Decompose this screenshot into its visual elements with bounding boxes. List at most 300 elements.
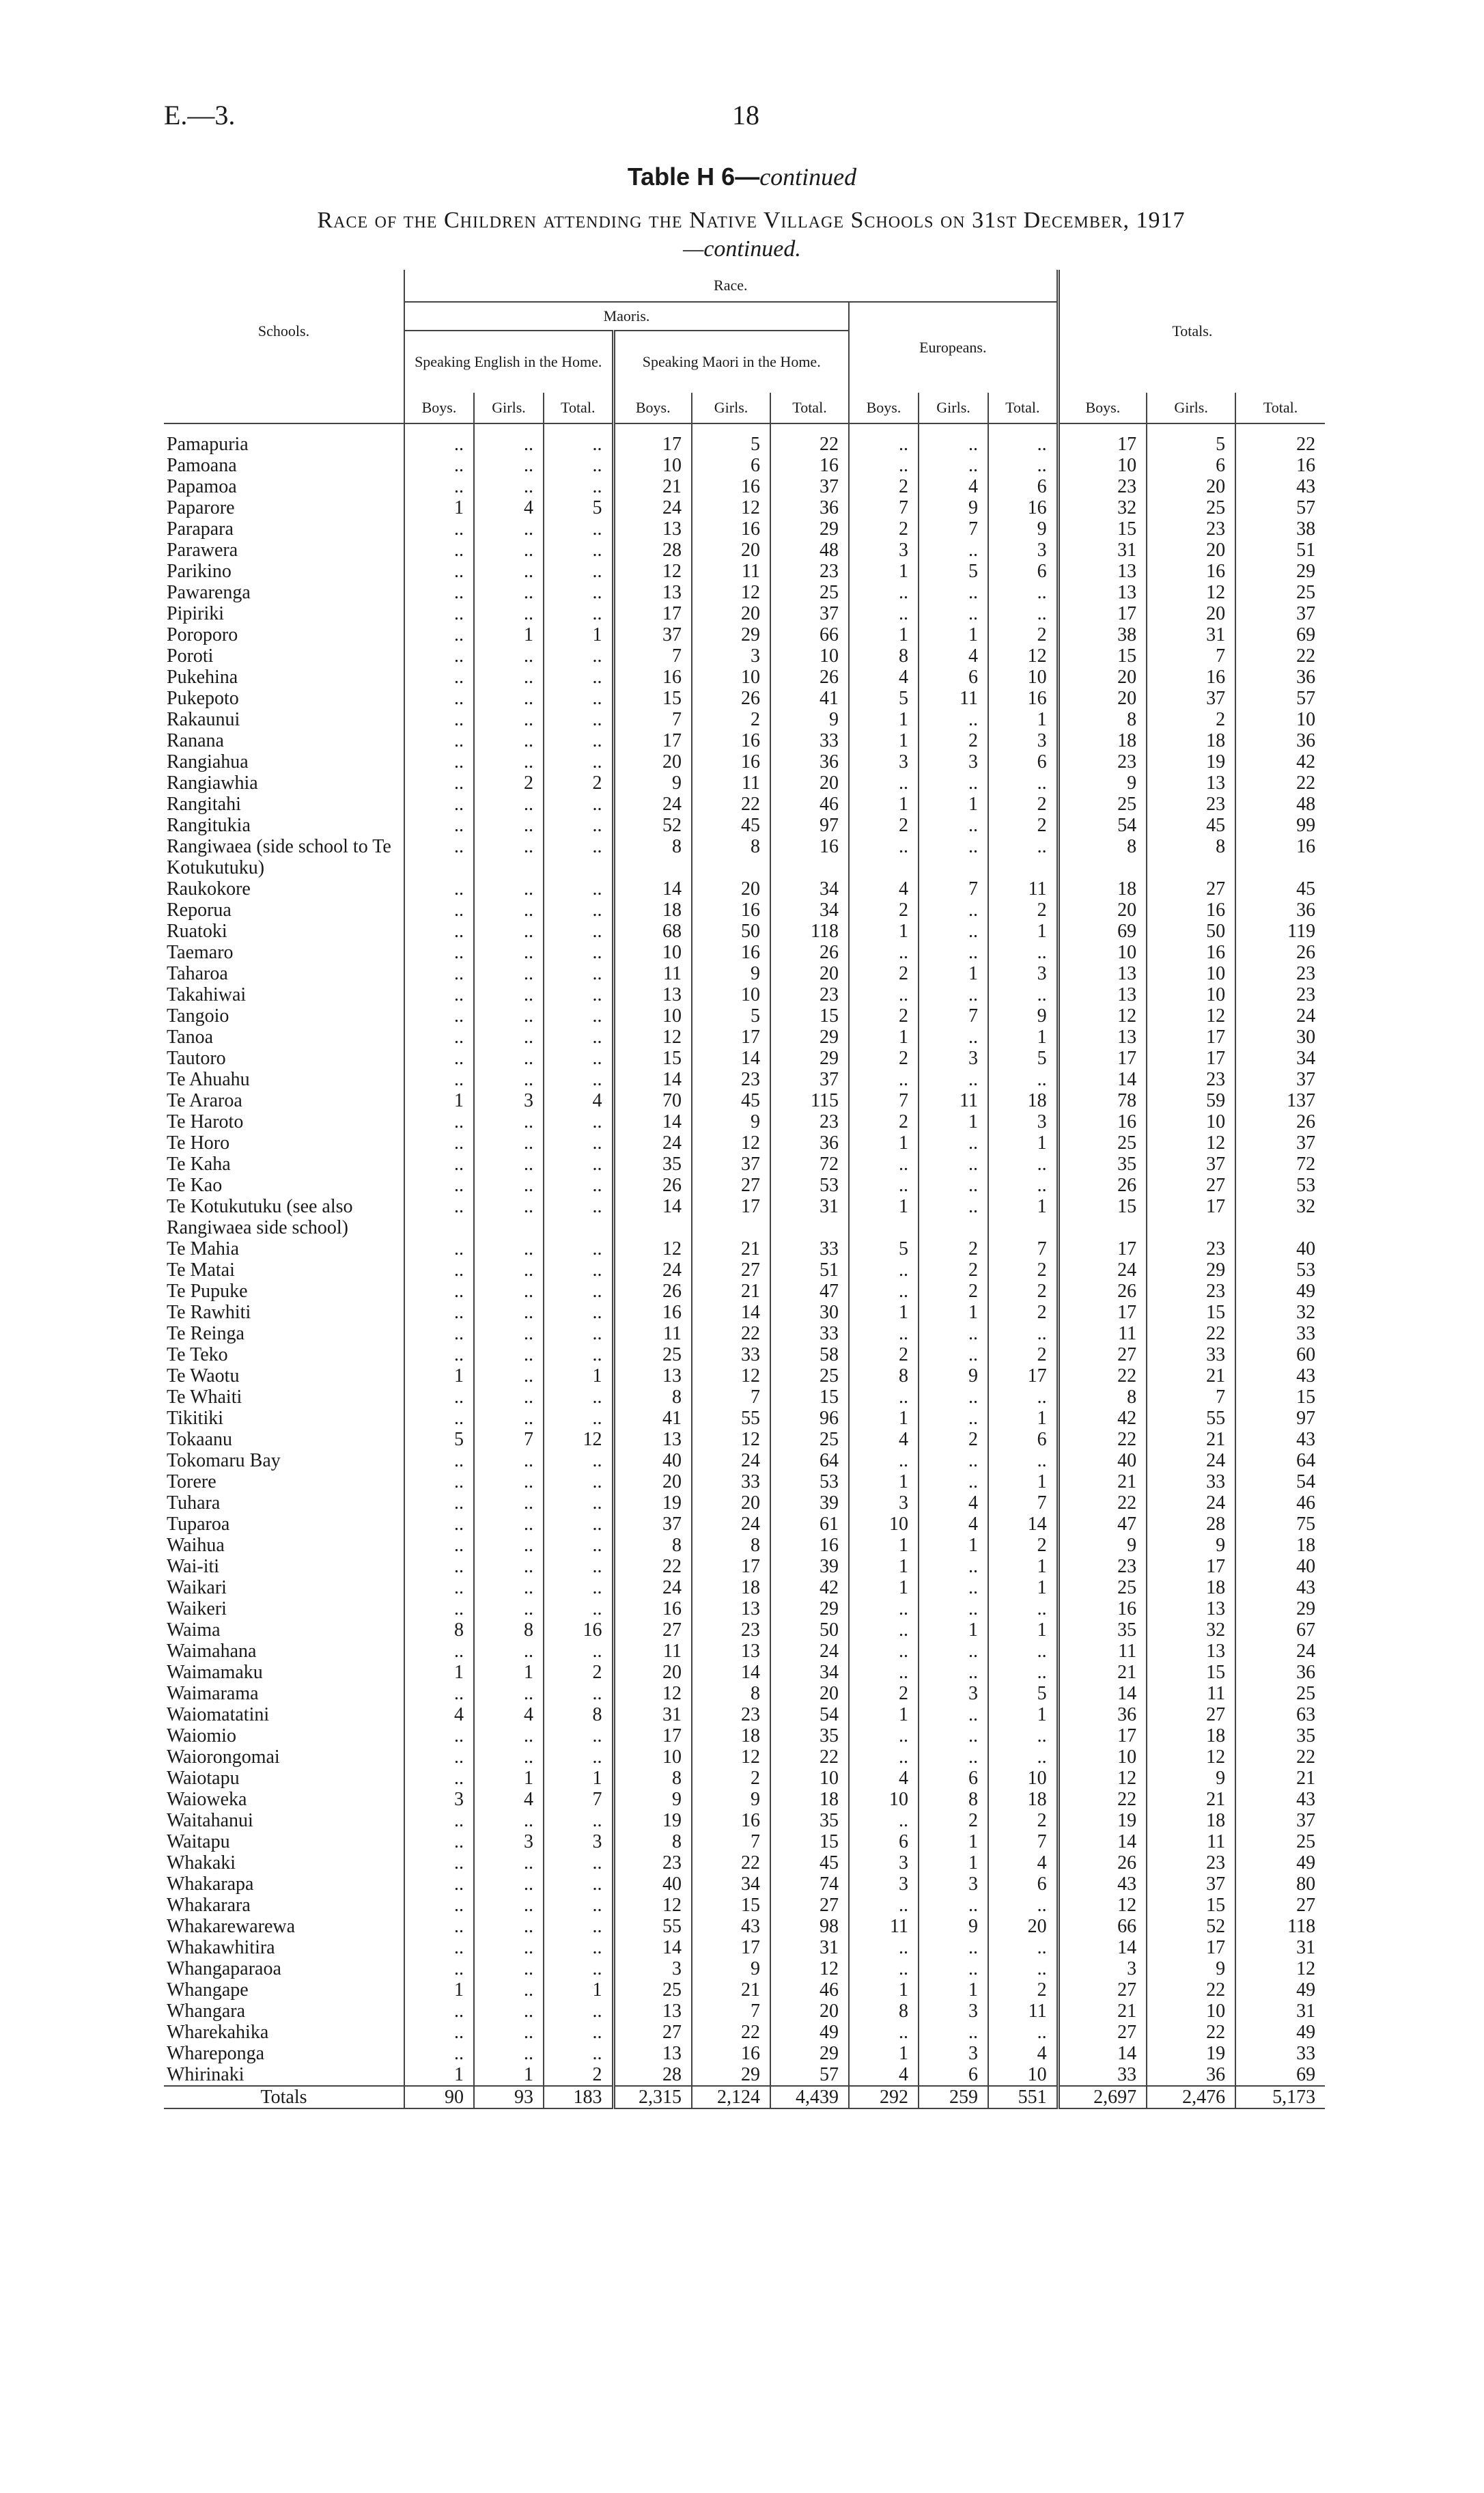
school-name: Tuparoa: [167, 1514, 230, 1535]
table-cell: 18: [692, 1725, 770, 1746]
table-cell: 13: [692, 1598, 770, 1619]
table-cell: ..: [474, 667, 544, 688]
table-cell: 20: [770, 772, 849, 794]
table-cell: 36: [1147, 2064, 1235, 2086]
table-cell: 2: [988, 1344, 1058, 1365]
table-cell: 10: [770, 645, 849, 667]
table-cell: ..: [404, 2001, 474, 2022]
table-cell: ..: [474, 815, 544, 836]
table-cell: 1: [988, 921, 1058, 942]
table-cell: 58: [770, 1344, 849, 1365]
totals-row: [164, 2086, 1325, 2108]
table-cell: ..: [849, 1746, 919, 1768]
table-row: [164, 1132, 1325, 1154]
school-name: Wharekahika: [167, 2022, 269, 2043]
table-row: [164, 1810, 1325, 1831]
table-cell: ..: [474, 1746, 544, 1768]
school-name: Waiomio: [167, 1725, 236, 1746]
header-girls: Girls.: [1147, 393, 1235, 423]
table-cell: 17: [692, 1196, 770, 1238]
school-name: Waimarama: [167, 1683, 259, 1704]
table-cell: ..: [474, 455, 544, 476]
table-cell: ..: [544, 1852, 613, 1874]
school-name: Pukehina: [167, 667, 238, 688]
table-cell: 2,476: [1147, 2086, 1235, 2108]
table-cell: 1: [988, 709, 1058, 730]
table-cell: 36: [1058, 1704, 1147, 1725]
school-name: Waiomatatini: [167, 1704, 270, 1725]
table-cell: 16: [1147, 900, 1235, 921]
school-name: Whakarapa: [167, 1874, 254, 1895]
table-cell: 15: [1058, 1196, 1147, 1238]
table-cell: ..: [404, 1556, 474, 1577]
table-cell: 22: [1235, 1746, 1325, 1768]
table-cell: 14: [692, 1302, 770, 1323]
table-cell: 50: [1147, 921, 1235, 942]
table-cell: 15: [1147, 1302, 1235, 1323]
table-cell: 13: [1058, 1027, 1147, 1048]
table-cell: 3: [404, 1789, 474, 1810]
table-cell: ..: [544, 709, 613, 730]
table-cell: 8: [613, 836, 692, 878]
table-cell: 98: [770, 1916, 849, 1937]
table-cell: 16: [1235, 836, 1325, 878]
table-cell: 38: [1058, 624, 1147, 645]
table-cell: 259: [919, 2086, 988, 2108]
table-cell: ..: [474, 1069, 544, 1090]
table-cell: 2: [988, 815, 1058, 836]
table-cell: ..: [544, 423, 613, 455]
table-cell: 17: [1058, 1048, 1147, 1069]
table-cell: 33: [1058, 2064, 1147, 2086]
table-cell: 37: [1235, 1810, 1325, 1831]
table-cell: 40: [1235, 1238, 1325, 1259]
table-cell: 10: [988, 1768, 1058, 1789]
school-name: Tautoro: [167, 1048, 226, 1069]
table-cell: 55: [1147, 1408, 1235, 1429]
table-body: [164, 423, 1325, 2108]
table-cell: 1: [544, 1979, 613, 2001]
table-cell: 24: [770, 1641, 849, 1662]
table-cell: 2: [544, 772, 613, 794]
school-name: Paparore: [167, 497, 235, 518]
table-cell: 25: [1235, 1683, 1325, 1704]
table-cell: ..: [544, 1196, 613, 1238]
school-name: Te Teko: [167, 1344, 228, 1365]
table-cell: ..: [544, 1027, 613, 1048]
table-cell: ..: [544, 1450, 613, 1471]
table-row: [164, 497, 1325, 518]
table-cell: 1: [404, 2064, 474, 2086]
table-cell: ..: [404, 1175, 474, 1196]
table-cell: 33: [770, 1323, 849, 1344]
table-cell: 7: [1147, 645, 1235, 667]
table-cell: 1: [849, 561, 919, 582]
table-cell: ..: [849, 836, 919, 878]
table-cell: ..: [404, 1027, 474, 1048]
table-cell: 39: [770, 1492, 849, 1514]
table-cell: 7: [849, 1090, 919, 1111]
table-cell: 24: [692, 1450, 770, 1471]
table-cell: 3: [919, 1683, 988, 1704]
table-cell: 45: [692, 815, 770, 836]
table-cell: ..: [919, 2022, 988, 2043]
table-cell: ..: [404, 1492, 474, 1514]
table-cell: ..: [404, 423, 474, 455]
table-cell: 18: [1147, 730, 1235, 751]
table-cell: 33: [692, 1344, 770, 1365]
table-cell: ..: [919, 984, 988, 1005]
table-cell: 53: [1235, 1175, 1325, 1196]
school-name: Te Haroto: [167, 1111, 244, 1132]
table-cell: 16: [544, 1619, 613, 1641]
table-cell: 35: [1058, 1619, 1147, 1641]
header-total: Total.: [544, 393, 613, 423]
school-name: Whangara: [167, 2001, 246, 2022]
table-cell: 5: [544, 497, 613, 518]
table-cell: 11: [692, 772, 770, 794]
table-cell: 20: [1058, 688, 1147, 709]
table-cell: 31: [1235, 2001, 1325, 2022]
table-cell: 20: [692, 540, 770, 561]
table-cell: 25: [1058, 1132, 1147, 1154]
table-cell: 13: [613, 2001, 692, 2022]
table-cell: 3: [988, 963, 1058, 984]
school-name: Pamapuria: [167, 434, 249, 455]
table-cell: ..: [404, 1577, 474, 1598]
table-cell: 16: [770, 455, 849, 476]
table-cell: 14: [692, 1662, 770, 1683]
table-cell: 11: [988, 878, 1058, 900]
table-cell: 2: [849, 1344, 919, 1365]
table-row: [164, 751, 1325, 772]
table-cell: 21: [1058, 1662, 1147, 1683]
table-cell: ..: [404, 667, 474, 688]
table-cell: 32: [1235, 1302, 1325, 1323]
table-cell: 1: [474, 1768, 544, 1789]
table-cell: 52: [613, 815, 692, 836]
table-cell: ..: [919, 1344, 988, 1365]
school-name: Tangoio: [167, 1005, 229, 1027]
table-cell: 33: [1147, 1471, 1235, 1492]
table-cell: 45: [692, 1090, 770, 1111]
table-cell: 55: [692, 1408, 770, 1429]
table-cell: 3: [613, 1958, 692, 1979]
table-cell: 21: [692, 1979, 770, 2001]
table-cell: ..: [544, 645, 613, 667]
table-cell: ..: [919, 1895, 988, 1916]
table-cell: 4: [849, 1768, 919, 1789]
table-cell: ..: [988, 1746, 1058, 1768]
table-row: [164, 942, 1325, 963]
table-cell: 27: [692, 1259, 770, 1281]
table-cell: ..: [404, 2022, 474, 2043]
table-cell: 33: [692, 1471, 770, 1492]
table-cell: ..: [849, 1281, 919, 1302]
table-row: [164, 1556, 1325, 1577]
table-cell: 3: [544, 1831, 613, 1852]
table-cell: 8: [849, 1365, 919, 1387]
table-cell: 66: [1058, 1916, 1147, 1937]
table-cell: ..: [988, 984, 1058, 1005]
school-name: Waiorongomai: [167, 1746, 280, 1768]
table-cell: 1: [919, 1831, 988, 1852]
table-row: [164, 1683, 1325, 1704]
table-cell: 1: [849, 921, 919, 942]
table-cell: 43: [1235, 1429, 1325, 1450]
table-cell: ..: [474, 1895, 544, 1916]
school-name: Whangaparaoa: [167, 1958, 281, 1979]
table-cell: 22: [1058, 1492, 1147, 1514]
table-cell: 12: [692, 1132, 770, 1154]
table-cell: 15: [613, 1048, 692, 1069]
table-cell: ..: [544, 1598, 613, 1619]
table-cell: ..: [544, 540, 613, 561]
table-cell: 17: [1058, 423, 1147, 455]
table-cell: 10: [849, 1789, 919, 1810]
table-cell: 1: [404, 497, 474, 518]
table-cell: 40: [613, 1450, 692, 1471]
school-name: Torere: [167, 1471, 216, 1492]
table-cell: ..: [544, 1556, 613, 1577]
table-cell: 9: [1147, 1958, 1235, 1979]
table-cell: 6: [692, 455, 770, 476]
table-cell: ..: [404, 1895, 474, 1916]
table-cell: 24: [613, 497, 692, 518]
table-cell: 2: [919, 1281, 988, 1302]
table-cell: 1: [919, 1111, 988, 1132]
table-cell: 28: [613, 2064, 692, 2086]
table-row: [164, 900, 1325, 921]
school-name: Parikino: [167, 561, 232, 582]
table-cell: 16: [1235, 455, 1325, 476]
school-name: Te Reinga: [167, 1323, 244, 1344]
table-cell: 2: [849, 476, 919, 497]
table-cell: ..: [404, 878, 474, 900]
table-cell: ..: [919, 1958, 988, 1979]
table-cell: 50: [770, 1619, 849, 1641]
table-cell: 1: [474, 1662, 544, 1683]
table-cell: 64: [1235, 1450, 1325, 1471]
header-blank: [164, 393, 404, 423]
table-cell: 9: [919, 1916, 988, 1937]
table-cell: 11: [1147, 1683, 1235, 1704]
race-table: [164, 270, 1325, 2109]
table-cell: 43: [1235, 476, 1325, 497]
table-cell: 2: [988, 1259, 1058, 1281]
table-cell: ..: [474, 1238, 544, 1259]
table-cell: 34: [770, 900, 849, 921]
table-cell: ..: [849, 1958, 919, 1979]
table-cell: ..: [849, 772, 919, 794]
table-cell: ..: [919, 1471, 988, 1492]
table-cell: 3: [919, 1048, 988, 1069]
table-cell: ..: [404, 1132, 474, 1154]
table-cell: ..: [474, 730, 544, 751]
table-cell: ..: [544, 667, 613, 688]
table-cell: 24: [613, 794, 692, 815]
table-cell: ..: [474, 1471, 544, 1492]
table-cell: 3: [988, 1111, 1058, 1132]
table-cell: 22: [692, 1852, 770, 1874]
table-cell: 47: [1058, 1514, 1147, 1535]
table-cell: 22: [1147, 1323, 1235, 1344]
table-cell: ..: [404, 645, 474, 667]
table-row: [164, 1365, 1325, 1387]
table-cell: 12: [1147, 1746, 1235, 1768]
table-cell: 115: [770, 1090, 849, 1111]
table-cell: 1: [919, 624, 988, 645]
school-name: Te Kaha: [167, 1154, 231, 1175]
table-cell: 12: [988, 645, 1058, 667]
header-totals: Totals.: [1058, 270, 1325, 393]
table-cell: 23: [770, 561, 849, 582]
header-boys: Boys.: [404, 393, 474, 423]
table-cell: 2: [692, 1768, 770, 1789]
table-cell: ..: [988, 1937, 1058, 1958]
table-cell: ..: [404, 900, 474, 921]
table-cell: 2: [988, 900, 1058, 921]
table-cell: 16: [692, 900, 770, 921]
table-cell: 7: [544, 1789, 613, 1810]
table-cell: ..: [544, 1514, 613, 1535]
table-cell: 53: [770, 1471, 849, 1492]
table-cell: 9: [988, 1005, 1058, 1027]
table-cell: ..: [919, 1154, 988, 1175]
table-cell: 45: [1147, 815, 1235, 836]
table-row: [164, 1598, 1325, 1619]
table-cell: 1: [919, 963, 988, 984]
table-cell: 20: [988, 1916, 1058, 1937]
table-cell: ..: [474, 921, 544, 942]
school-name: Reporua: [167, 900, 232, 921]
table-cell: 15: [770, 1387, 849, 1408]
table-cell: ..: [474, 2043, 544, 2064]
table-row: [164, 1027, 1325, 1048]
table-cell: 72: [1235, 1154, 1325, 1175]
table-cell: ..: [404, 1535, 474, 1556]
table-cell: 29: [770, 1027, 849, 1048]
table-cell: ..: [404, 1852, 474, 1874]
table-cell: ..: [544, 2001, 613, 2022]
table-cell: 4: [988, 2043, 1058, 2064]
table-cell: 34: [770, 1662, 849, 1683]
table-cell: 28: [613, 540, 692, 561]
table-cell: 12: [613, 561, 692, 582]
table-cell: 6: [988, 1429, 1058, 1450]
table-row: [164, 2064, 1325, 2086]
table-cell: 3: [988, 730, 1058, 751]
table-cell: ..: [544, 2022, 613, 2043]
table-cell: 1: [404, 1662, 474, 1683]
table-cell: ..: [544, 1810, 613, 1831]
table-cell: ..: [919, 815, 988, 836]
school-name: Rangitukia: [167, 815, 251, 836]
header-total: Total.: [1235, 393, 1325, 423]
table-cell: ..: [474, 1492, 544, 1514]
table-cell: 54: [1235, 1471, 1325, 1492]
table-cell: ..: [849, 1810, 919, 1831]
table-cell: ..: [544, 1281, 613, 1302]
table-cell: ..: [849, 1937, 919, 1958]
table-cell: 29: [692, 2064, 770, 2086]
school-name: Rakaunui: [167, 709, 240, 730]
table-cell: ..: [474, 603, 544, 624]
table-cell: 1: [404, 1365, 474, 1387]
school-name: Poroporo: [167, 624, 238, 645]
table-cell: ..: [474, 688, 544, 709]
table-cell: 35: [1058, 1154, 1147, 1175]
table-cell: 21: [613, 476, 692, 497]
table-cell: 18: [1235, 1535, 1325, 1556]
table-subtitle-cont: —continued.: [683, 236, 801, 262]
table-cell: 183: [544, 2086, 613, 2108]
table-cell: 1: [849, 624, 919, 645]
table-cell: ..: [919, 423, 988, 455]
table-cell: 21: [1147, 1429, 1235, 1450]
table-cell: 60: [1235, 1344, 1325, 1365]
table-cell: 3: [919, 1874, 988, 1895]
table-cell: 24: [1147, 1492, 1235, 1514]
table-cell: 1: [544, 624, 613, 645]
table-cell: 19: [1058, 1810, 1147, 1831]
table-cell: 12: [544, 1429, 613, 1450]
school-name: Whakarewarewa: [167, 1916, 296, 1937]
table-cell: ..: [849, 423, 919, 455]
table-cell: ..: [544, 688, 613, 709]
table-cell: 1: [849, 1556, 919, 1577]
table-cell: ..: [474, 1027, 544, 1048]
table-cell: ..: [474, 1979, 544, 2001]
table-cell: ..: [404, 1048, 474, 1069]
table-cell: 1: [988, 1471, 1058, 1492]
table-cell: 26: [613, 1281, 692, 1302]
table-cell: 18: [770, 1789, 849, 1810]
table-cell: 46: [770, 794, 849, 815]
table-cell: 1: [919, 1852, 988, 1874]
table-cell: ..: [404, 1641, 474, 1662]
table-cell: 23: [1147, 794, 1235, 815]
table-cell: 20: [692, 603, 770, 624]
school-name: Parapara: [167, 518, 234, 540]
table-cell: 13: [613, 582, 692, 603]
table-cell: 13: [1147, 772, 1235, 794]
table-cell: 22: [1147, 1979, 1235, 2001]
table-cell: 46: [770, 1979, 849, 2001]
table-cell: 1: [474, 624, 544, 645]
table-cell: 1: [919, 1979, 988, 2001]
table-cell: 5: [849, 688, 919, 709]
table-cell: ..: [919, 1704, 988, 1725]
table-cell: 27: [1058, 1979, 1147, 2001]
school-name: Tanoa: [167, 1027, 214, 1048]
table-cell: 49: [1235, 2022, 1325, 2043]
table-cell: ..: [919, 836, 988, 878]
table-cell: 11: [1147, 1831, 1235, 1852]
table-cell: 2: [919, 1429, 988, 1450]
table-cell: ..: [919, 1387, 988, 1408]
table-cell: 17: [613, 423, 692, 455]
table-cell: 30: [1235, 1027, 1325, 1048]
table-cell: 4: [988, 1852, 1058, 1874]
table-cell: ..: [919, 1577, 988, 1598]
school-name: Waimamaku: [167, 1662, 263, 1683]
table-cell: 21: [1058, 2001, 1147, 2022]
table-cell: 10: [1058, 1746, 1147, 1768]
table-cell: 1: [849, 730, 919, 751]
table-cell: ..: [919, 1725, 988, 1746]
table-cell: 2: [988, 1979, 1058, 2001]
